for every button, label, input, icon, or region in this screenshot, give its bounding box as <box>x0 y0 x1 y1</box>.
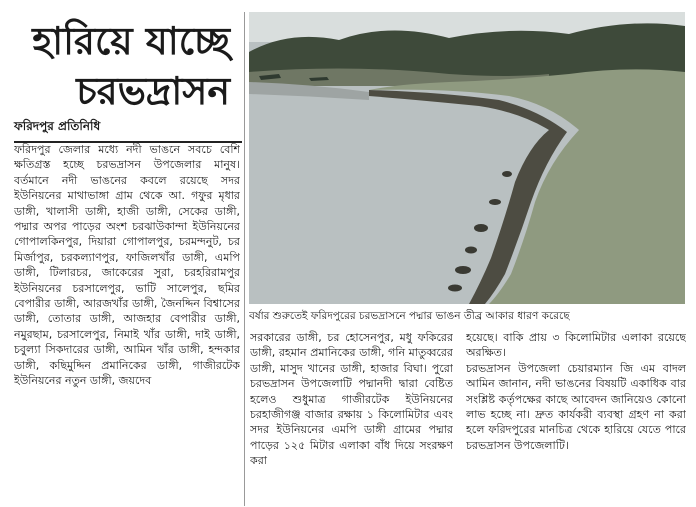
article-column-3 <box>466 330 686 506</box>
river-erosion-illustration <box>249 12 685 304</box>
column-divider <box>244 12 245 506</box>
article-paragraph: চরভদ্রাসন উপজেলা চেয়ারম্যান জি এম বাদল আমিন জানান, নদী ভাঙনের বিষয়টি একাধিক বার সংশ্লিষ্ট কর্তৃপক্ষের কাছে আবেদন জানিয়েও কোনো লাভ হচ্ছে না। দ্রুত কার্যকরী ব্যবস্থা গ্রহণ না করা হলে ফরিদপুরের মানচিত্র থেকে হারিয়ে যেতে পারে চরভদ্রাসন উপজেলাটি। <box>466 361 686 452</box>
headline-line-2: চরভদ্রাসন <box>76 69 230 113</box>
article-text: ফরিদপুর জেলার মধ্যে নদী ভাঙনে সবচে বেশি ক্ষতিগ্রস্ত হচ্ছে চরভদ্রাসন উপজেলার মানুষ। বর্তমানে নদী ভাঙনের কবলে রয়েছে সদর ইউনিয়নের মাথাভাঙ্গা গ্রাম থেকে আ. গফুর মৃধার ডাঙ্গী, খালাসী ডাঙ্গী, হাজী ডাঙ্গী, সেকের ডাঙ্গী, পদ্মার অপর পাড়ের অংশ চরঝাউকান্দা ইউনিয়নের গোপালকিনপুর, দিয়ারা গোপালপুর, চরমন্দনুট, চর মির্জাপুর, চরকল্যাণপুর, ফাজিলখাঁর ডাঙ্গী, এমপি ডাঙ্গী, টিলারচর, জাকেরের সুরা, চরহরিরামপুর ইউনিয়নের চরসালেপুর, ভাটি সালেপুর, ছমির বেপারীর ডাঙ্গী, আরজখাঁর ডাঙ্গী, জৈনদ্দিন বিশ্বাসের ডাঙ্গী, তোতার ডাঙ্গী, আজহার বেপারীর ডাঙ্গী, নমুরছাম, চরসালেপুর, নিমাই খাঁর ডাঙ্গী, দাই ডাঙ্গী, চবুল্যা সিকদারের ডাঙ্গী, আমিন খাঁর ডাঙ্গী, হন্দকার ডাঙ্গী, কছিমুদ্দিন প্রমানিকের ডাঙ্গী, গাজীরটেক ইউনিয়নের নতুন ডাঙ্গী, জয়দেব <box>14 143 240 388</box>
article-column-1 <box>14 142 240 504</box>
article-photo <box>249 12 685 304</box>
article-column-2 <box>250 330 453 506</box>
article-text: সরকারের ডাঙ্গী, চর হোসেনপুর, মধু ফকিরের ডাঙ্গী, রহমান প্রমানিকের ডাঙ্গী, গনি মাতুব্বরের ডাঙ্গী, মাসুদ খানের ডাঙ্গী, হাজার বিঘা। পুরো চরভদ্রাসন উপজেলাটি পদ্মানদী দ্বারা বেষ্টিত হলেও শুধুমাত্র গাজীরটেক ইউনিয়নের চরহাজীগঞ্জ বাজার রক্ষায় ১ কিলোমিটার এবং সদর ইউনিয়নের এমপি ডাঙ্গী গ্রামের পদ্মার পাড়ের ১২৫ মিটার এলাকা বাঁধ দিয়ে সংরক্ষণ করা <box>250 331 453 468</box>
photo-caption: বর্ষার শুরুতেই ফরিদপুরের চরভদ্রাসনে পদ্মার ভাঙন তীব্র আকার ধারণ করেছে <box>249 310 570 322</box>
headline-line-1: হারিয়ে যাচ্ছে <box>32 19 230 63</box>
headline <box>14 12 242 118</box>
byline: ফরিদপুর প্রতিনিধি <box>14 118 242 143</box>
article-paragraph: হয়েছে। বাকি প্রায় ৩ কিলোমিটার এলাকা রয়েছে অরক্ষিত। <box>466 331 686 360</box>
